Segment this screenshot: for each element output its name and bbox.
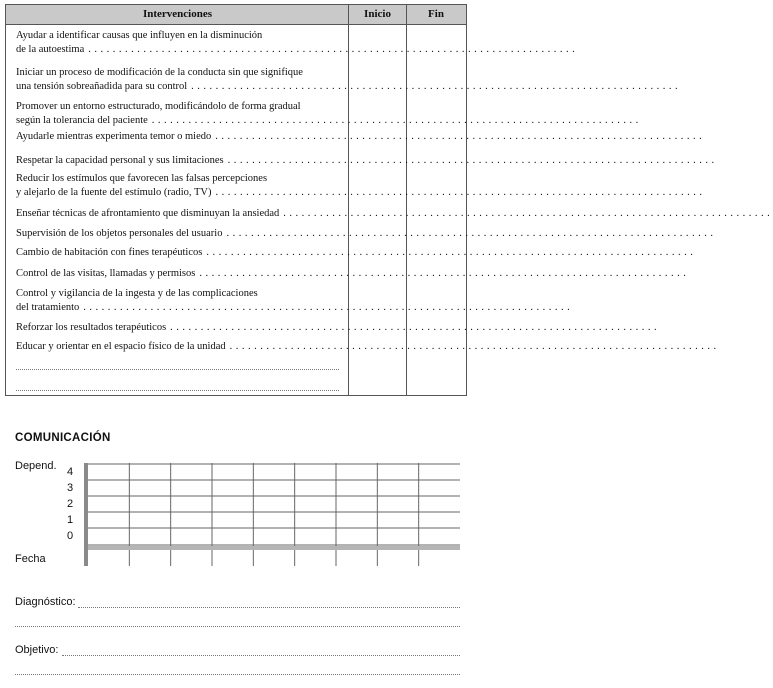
leader-dots: ................................................................................	[226, 228, 717, 239]
leader-dots: ................................................................................	[199, 268, 690, 279]
date-separator-band	[84, 546, 460, 550]
intervention-text: una tensión sobreañadida para su control	[16, 80, 188, 92]
intervention-text: Ayudarle mientras experimenta temor o miedo	[16, 131, 212, 142]
table-header	[6, 5, 466, 25]
dependency-grid[interactable]	[84, 463, 460, 566]
header-end: Fin	[428, 8, 444, 20]
objective-line-2[interactable]	[15, 674, 460, 675]
objective-label: Objetivo:	[15, 644, 59, 656]
level-2: 2	[66, 498, 74, 510]
intervention-item	[16, 340, 720, 354]
intervention-text: de la autoestima	[16, 43, 85, 55]
header-interventions: Intervenciones	[142, 8, 213, 20]
leader-dots: ................................................................................	[191, 80, 682, 92]
intervention-text: Control y vigilancia de la ingesta y de las complicaciones	[16, 288, 258, 299]
level-3: 3	[66, 482, 74, 494]
intervention-line	[16, 267, 690, 281]
leader-dots: ................................................................................	[88, 43, 579, 55]
header-start: Inicio	[364, 8, 391, 20]
intervention-line	[16, 154, 718, 168]
intervention-item	[16, 130, 706, 144]
dependency-label: Depend.	[15, 460, 57, 472]
column-divider-end	[406, 5, 407, 395]
intervention-line	[16, 207, 773, 221]
intervention-line	[16, 80, 682, 94]
intervention-text: Cambio de habitación con fines terapéuticos	[16, 247, 203, 258]
blank-line-1	[16, 369, 339, 370]
diagnosis-line-2[interactable]	[15, 626, 460, 627]
leader-dots: ................................................................................	[227, 155, 718, 166]
intervention-item	[16, 29, 579, 56]
leader-dots: ................................................................................	[206, 247, 697, 258]
intervention-item	[16, 66, 682, 93]
intervention-line	[16, 114, 642, 128]
intervention-line	[16, 130, 706, 144]
section-title: COMUNICACIÓN	[15, 432, 111, 444]
intervention-item	[16, 100, 642, 127]
intervention-item	[16, 172, 706, 199]
leader-dots: ................................................................................	[215, 186, 706, 198]
level-4: 4	[66, 466, 74, 478]
intervention-text: Supervisión de los objetos personales del usuario	[16, 228, 223, 239]
level-1: 1	[66, 514, 74, 526]
intervention-text: Reforzar los resultados terapéuticos	[16, 322, 167, 333]
interventions-table	[5, 4, 773, 396]
intervention-item	[16, 267, 690, 281]
intervention-text: Iniciar un proceso de modificación de la conducta sin que signifique	[16, 67, 303, 78]
leader-dots: ................................................................................	[83, 301, 574, 313]
intervention-text: Educar y orientar en el espacio físico de la unidad	[16, 341, 226, 352]
intervention-text: del tratamiento	[16, 301, 80, 313]
intervention-text: Respetar la capacidad personal y sus limitaciones	[16, 155, 224, 166]
column-divider-start	[348, 5, 349, 395]
diagnosis-label: Diagnóstico:	[15, 596, 76, 608]
intervention-text: según la tolerancia del paciente	[16, 114, 148, 126]
intervention-text: Enseñar técnicas de afrontamiento que disminuyan la ansiedad	[16, 208, 280, 219]
intervention-line	[16, 321, 661, 335]
intervention-line	[16, 186, 706, 200]
intervention-item	[16, 321, 661, 335]
intervention-item	[16, 287, 574, 314]
leader-dots: ................................................................................	[170, 322, 661, 333]
intervention-item	[16, 227, 717, 241]
intervention-line	[16, 340, 720, 354]
intervention-text: Control de las visitas, llamadas y permisos	[16, 268, 196, 279]
intervention-text: Reducir los estímulos que favorecen las falsas percepciones	[16, 173, 268, 184]
grid-left-axis	[84, 463, 88, 566]
leader-dots: ................................................................................	[215, 131, 706, 142]
date-label: Fecha	[15, 553, 46, 565]
intervention-item	[16, 207, 773, 221]
intervention-text: Promover un entorno estructurado, modificándolo de forma gradual	[16, 101, 301, 112]
objective-line-1[interactable]	[62, 655, 460, 656]
leader-dots: ................................................................................	[229, 341, 720, 352]
intervention-line	[16, 43, 579, 57]
intervention-text: Ayudar a identificar causas que influyen en la disminución	[16, 30, 263, 41]
leader-dots: ................................................................................	[283, 208, 773, 219]
leader-dots: ................................................................................	[151, 114, 642, 126]
intervention-item	[16, 154, 718, 168]
intervention-line	[16, 227, 717, 241]
diagnosis-line-1[interactable]	[78, 607, 460, 608]
intervention-item	[16, 246, 697, 260]
intervention-text: y alejarlo de la fuente del estímulo (radio, TV)	[16, 186, 212, 198]
intervention-line	[16, 301, 574, 315]
level-0: 0	[66, 530, 74, 542]
intervention-line	[16, 246, 697, 260]
blank-line-2	[16, 390, 339, 391]
